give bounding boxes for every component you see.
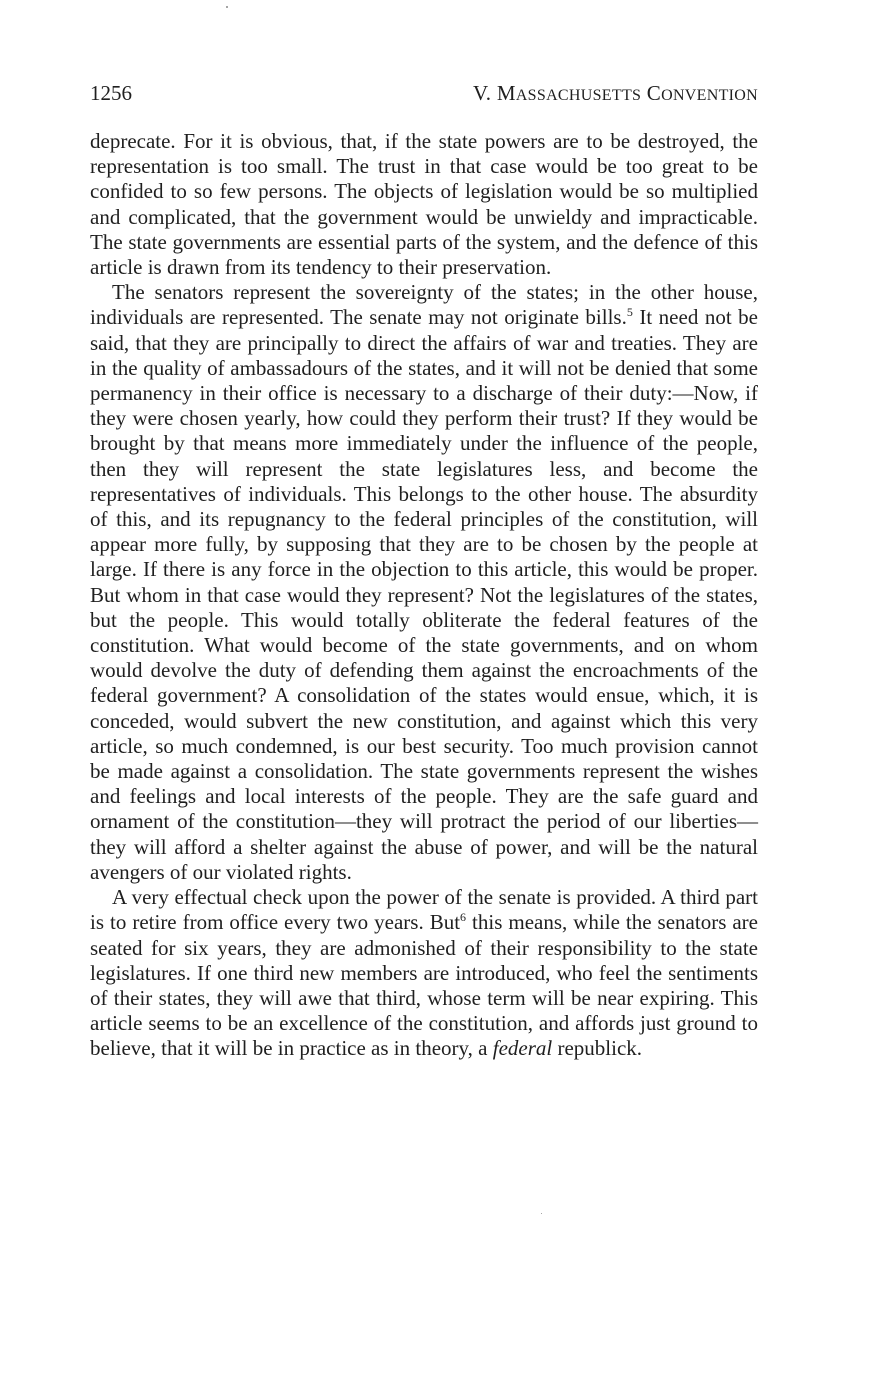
running-head-smallcaps-2: ONVENTION [661, 87, 758, 104]
body-text [90, 129, 758, 1062]
paragraph-2 [90, 280, 758, 885]
paragraph-2-text-a: The senators represent the sovereignty of the states; in the other house, individuals are represented. The senate may not originate bills. [90, 280, 758, 330]
running-head-initial-2: C [646, 81, 662, 105]
paragraph-3-text-c: republick. [552, 1036, 643, 1061]
paragraph-3-text-a: A very effectual check upon the power of the senate is provided. A third part is to retire from office every two years. But [90, 885, 758, 935]
paragraph-2-text-b: It need not be said, that they are principally to direct the affairs of war and treaties. They are in the quality of ambassadours of the states, and it will not be denied that some permanency in their office is necessary to a discharge of their duty:—Now, if they were chosen yearly, how could they perform their trust? If they would be brought by that means more immediately under the influence of the people, then they will represent the state legislatures less, and become the representatives of individuals. This belongs to the other house. The absurdity of this, and its repugnancy to the federal principles of the constitution, will appear more fully, by supposing that they are to be chosen by the people at large. If there is any force in the objection to this article, this would be proper. But whom in that case would they represent? Not the legislatures of the states, but the people. This would totally obliterate the federal features of the constitution. What would become of the state governments, and on whom would devolve the duty of defending them against the encroachments of the federal government? A consolidation of the states would ensue, which, it is conceded, would subvert the new constitution, and against which this very article, so much condemned, is our best security. Too much provision cannot be made against a consolidation. The state governments represent the wishes and feelings and local interests of the people. They are the safe guard and ornament of the constitution—they will protract the period of our liberties—they will afford a shelter against the abuse of power, and will be the natural avengers of our violated rights. [90, 305, 758, 884]
running-head-initial-1: M [496, 81, 516, 105]
paragraph-3-text-b: this means, while the senators are seated for six years, they are admonished of their responsibility to the state legislatures. If one third new members are introduced, who feel the sentiments of their states, they will awe that third, whose term will be near expiring. This article seems to be an excellence of the constitution, and affords just ground to believe, that it will be in practice as in theory, a [90, 910, 758, 1061]
running-head [473, 78, 758, 111]
book-page [90, 0, 758, 1380]
italic-federal: federal [492, 1036, 553, 1061]
running-head-smallcaps-1: ASSACHUSETTS [515, 87, 642, 104]
paragraph-1: deprecate. For it is obvious, that, if the state powers are to be destroyed, the representation is too small. The trust in that case would be too great to be confided to so few persons. The objects of legislation would be so multiplied and complicated, that the government would be unwieldy and impracticable. The state governments are essential parts of the system, and the defence of this article is drawn from its tendency to their preservation. [90, 129, 758, 280]
footnote-ref-6: 6 [460, 910, 467, 925]
page-header [90, 78, 758, 108]
running-head-prefix: V. [472, 81, 497, 105]
paragraph-3 [90, 885, 758, 1061]
page-number: 1256 [90, 81, 132, 105]
footnote-ref-5: 5 [626, 305, 633, 320]
